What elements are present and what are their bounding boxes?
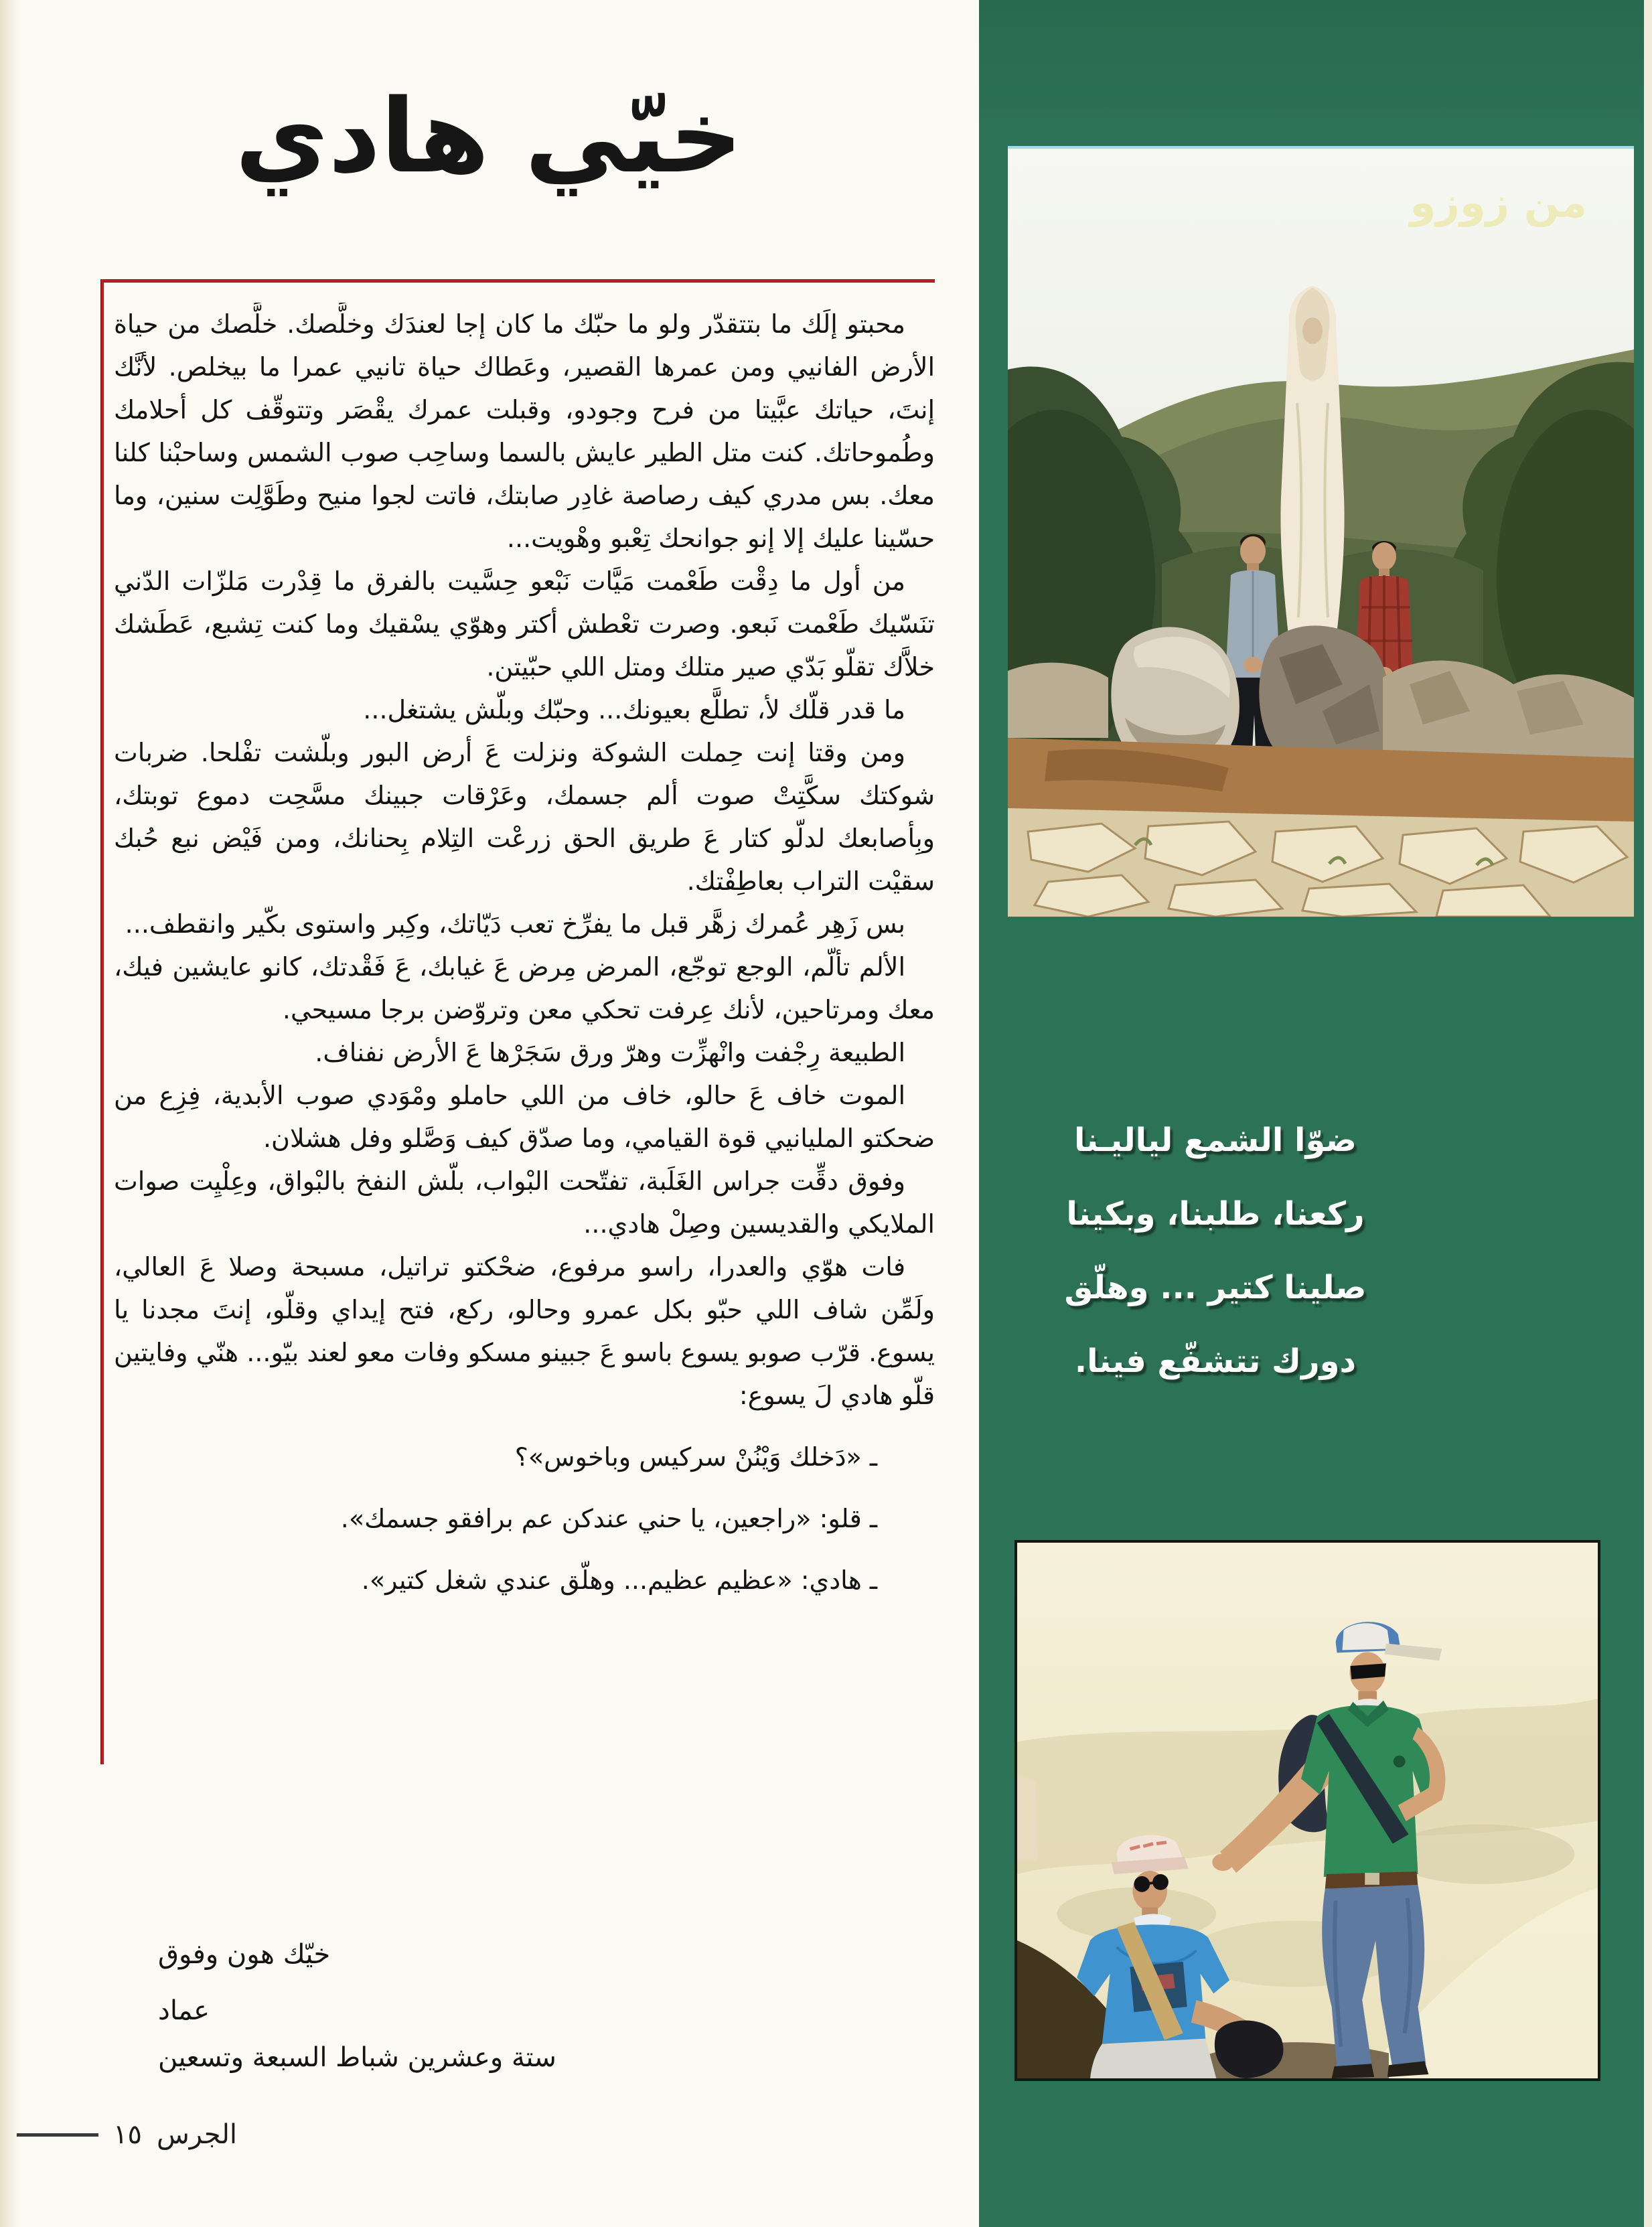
article-paragraph: الموت خاف عَ حالو، خاف من اللي حاملو ومْوَدي صوب الأبدية، فِزِع من ضحكتو المليانيي قوة القيامي، وما صدّق كيف وَصَّلو وفل هشلان. <box>114 1081 935 1153</box>
article-paragraph: ومن وقتا إنت حِملت الشوكة ونزلت عَ أرض البور وبلّشت تفْلحا. ضربات شوكتك سكَّتِتْ صوت ألم جسمك، وعَرْقات جبينك مسَّحِت دموع توبتك، وبِأصابعك لدلّو كتار عَ طريق الحق زرعْت التِلام بِحنانك، ومن فَيْض نبع حُبك سقيْت التراب بعاطِفْتك. <box>114 738 935 896</box>
red-rule-left <box>100 279 104 1764</box>
dialogue-line: ـ هادي: «عظيم عظيم... وهلّق عندي شغل كتير». <box>361 1565 877 1595</box>
photo-virgin-statue-with-two-men <box>1008 146 1634 917</box>
page-left-edge <box>0 0 20 2227</box>
article-paragraph: الطبيعة رِجْفت وانْهزِّت وهرّ ورق سَجَرْها عَ الأرض نفناف. <box>315 1038 905 1067</box>
page-footer <box>17 2119 237 2150</box>
article-paragraph: فات هوّي والعدرا، راسو مرفوع، ضحْكتو تراتيل، مسبحة وصلا عَ العالي، ولَمِّن شاف اللي حبّو بكل عمرو وحالو، ركع، فتح إيداي وقلّو، إنتَ مجدنا يا يسوع. قرّب صوبو يسوع باسو عَ جبينو مسكو وفات معو لعند بيّو... هنّي وفايتين قلّو هادي لَ يسوع: <box>114 1252 935 1410</box>
footer-rule <box>17 2133 98 2137</box>
panel-quote-line: ضوّا الشمع لياليـنا <box>1074 1122 1357 1159</box>
photo-two-hikers-valley <box>1015 1540 1600 2081</box>
page-number: ١٥ <box>113 2119 142 2150</box>
article-paragraph: من أول ما دِقْت طَعْمت مَيَّات نَبْعو حِسَّيت بالفرق ما قِدْرت مَلزّات الدّني تنَسّيك طَعْمت نَبعو. وصرت تعْطش أكتر وهوّي يسْقيك وما كنت تِشبع، عَطَشك خلاَّك تقلّو بَدّي صير متلك ومتل اللي حبّيتن. <box>114 566 935 682</box>
article-paragraph: وفوق دقِّت جراس الغَلَبة، تفتّحت البْواب، بلّش النفخ بالبْواق، وعِلْيِت صوات الملايكي والقديسين وصِلْ هادي... <box>114 1166 935 1239</box>
dialogue-line: ـ قلو: «راجعين، يا حني عندكن عم برافقو جسمك». <box>340 1504 877 1533</box>
photo-top-illustration <box>1008 149 1634 917</box>
signature-author: عماد <box>158 1995 210 2026</box>
panel-quote-line: دورك تتشفّع فينا. <box>1074 1342 1357 1380</box>
article-paragraphs <box>114 303 935 1417</box>
dialogue-line: ـ «دَخلك وَيْنُنْ سركيس وباخوس»؟ <box>514 1442 877 1472</box>
article-paragraph: الألم تألّم، الوجع توجّع، المرض مِرض عَ غيابك، عَ فَقْدتك، كانو عايشين فيك، معك ومرتاحين، لأنك عِرفت تحكي معن وتروّضن برجا مسيحي. <box>114 952 935 1024</box>
article-body <box>114 303 935 1930</box>
magazine-name: الجرس <box>156 2119 237 2150</box>
signature-closing: خيّك هون وفوق <box>158 1939 331 1970</box>
signature-date: ستة وعشرين شباط السبعة وتسعين <box>158 2042 556 2073</box>
panel-quote <box>1048 1103 1383 1398</box>
panel-quote-line: ركعنا، طلبنا، وبكينا <box>1066 1195 1365 1233</box>
page-right-edge <box>1644 0 1652 2227</box>
page-title: خيّي هادي <box>234 77 743 196</box>
article-paragraph: ما قدر قلّك لأ، تطلَّع بعيونك... وحبّك وبلّش يشتغل... <box>363 695 905 724</box>
article-paragraph: بس زَهِر عُمرك زهَّر قبل ما يفرِّخ تعب دَيّاتك، وكِبر واستوى بكّير وانقطف... <box>125 909 905 939</box>
panel-quote-line: صلينا كتير ... وهلّق <box>1064 1269 1367 1306</box>
article-paragraph: محبتو إلَك ما بتتقدّر ولو ما حبّك ما كان إجا لعندَك وخلَّصك. خلَّصك من حياة الأرض الفانيي ومن عمرها القصير، وعَطاك حياة تانيي عمرا ما بيخلص. لأنَّك إنتَ، حياتك عبَّيتا من فرح وجودو، وقبلت عمرك يقْصَر وتتوقّف كل أحلامك وطُموحاتك. كنت متل الطير عايش بالسما وساحِب صوب الشمس وساحبْنا كلنا معك. بس مدري كيف رصاصة غادِر صابتك، فاتت لجوا منيح وطَوَّلِت سنين، وما حسّينا عليك إلا إنو جوانحك تِعْبو وهْويت... <box>114 309 935 553</box>
photo-overlay-text: من زوزو <box>1410 178 1587 227</box>
red-rule-top <box>100 279 935 283</box>
photo-bottom-illustration <box>1017 1543 1598 2078</box>
